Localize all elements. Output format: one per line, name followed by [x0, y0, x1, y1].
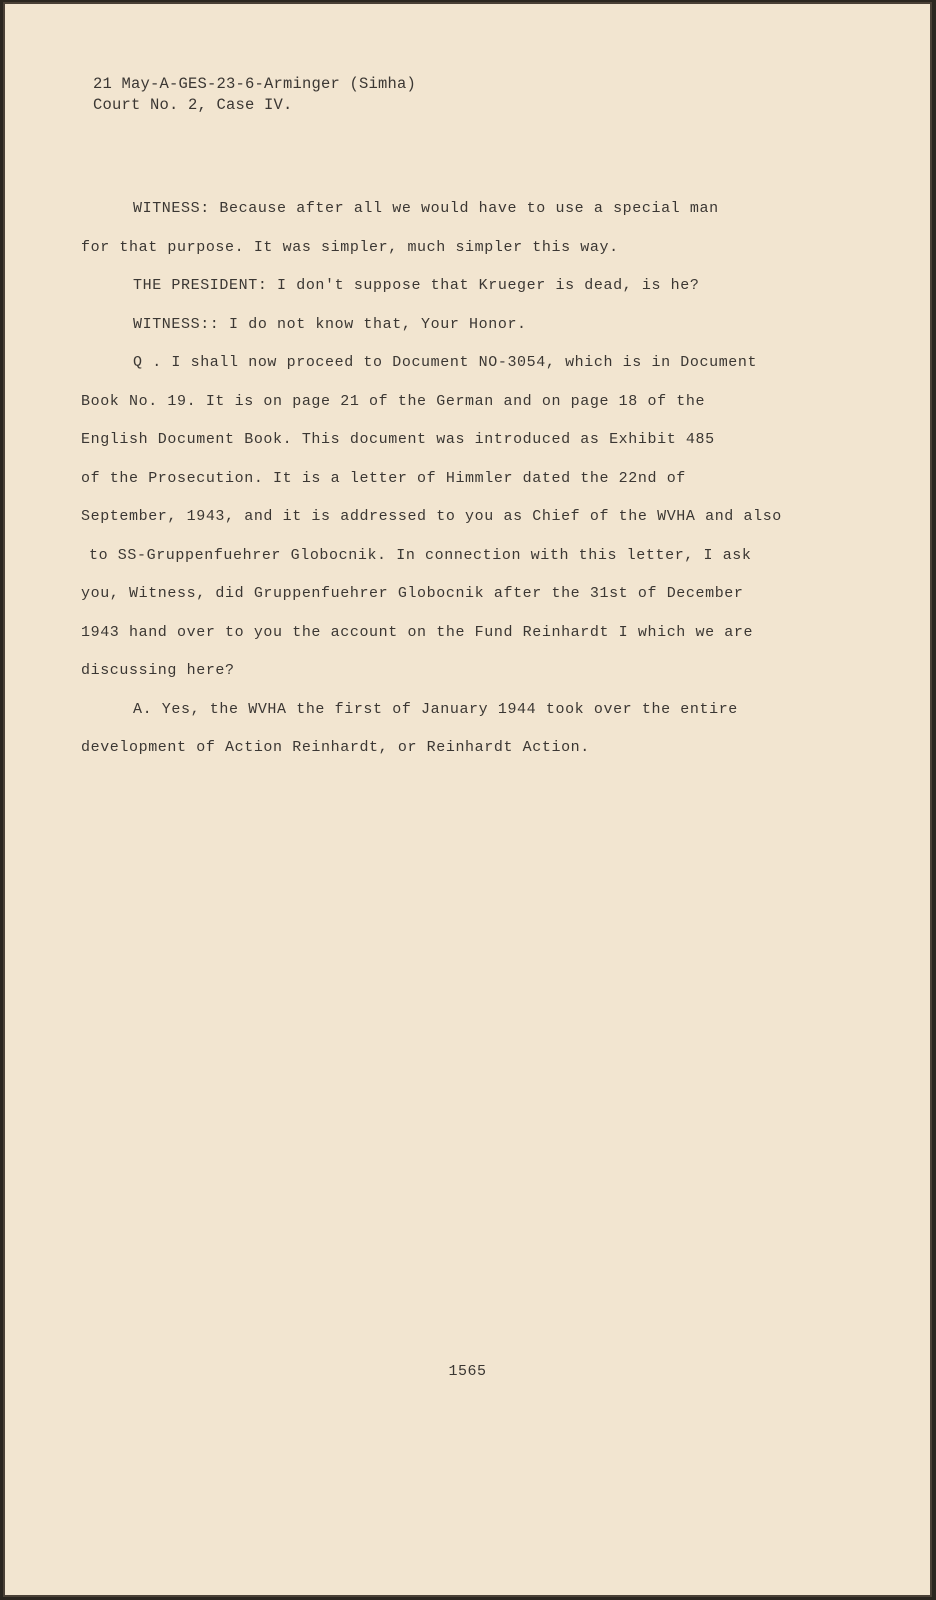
transcript-line: WITNESS: Because after all we would have to use a special man — [133, 200, 719, 217]
transcript-body — [81, 190, 861, 768]
transcript-line: for that purpose. It was simpler, much simpler this way. — [81, 238, 619, 256]
transcript-line: discussing here? — [81, 662, 235, 679]
transcript-line: WITNESS:: I do not know that, Your Honor. — [133, 315, 527, 333]
page-number: 1565 — [448, 1363, 487, 1380]
transcript-line: you, Witness, did Gruppenfuehrer Globocnik after the 31st of December — [81, 585, 744, 602]
transcript-line: Book No. 19. It is on page 21 of the German and on page 18 of the — [81, 392, 706, 410]
transcript-line: Q . I shall now proceed to Document NO-3054, which is in Document — [133, 354, 758, 371]
transcript-line: to SS-Gruppenfuehrer Globocnik. In connection with this letter, I ask — [89, 546, 752, 564]
document-page — [3, 2, 932, 1597]
transcript-line: 1943 hand over to you the account on the Fund Reinhardt I which we are — [81, 623, 754, 641]
transcript-line: A. Yes, the WVHA the first of January 1944 took over the entire — [133, 700, 738, 718]
transcript-line: development of Action Reinhardt, or Reinhardt Action. — [81, 739, 590, 756]
document-header — [93, 74, 416, 116]
transcript-line: September, 1943, and it is addressed to you as Chief of the WVHA and also — [81, 508, 782, 525]
transcript-line: THE PRESIDENT: I don't suppose that Krueger is dead, is he? — [133, 277, 700, 294]
header-line-court: Court No. 2, Case IV. — [93, 96, 293, 114]
transcript-line: English Document Book. This document was introduced as Exhibit 485 — [81, 431, 715, 448]
transcript-line: of the Prosecution. It is a letter of Himmler dated the 22nd of — [81, 469, 686, 487]
header-line-session: 21 May-A-GES-23-6-Arminger (Simha) — [93, 75, 417, 93]
